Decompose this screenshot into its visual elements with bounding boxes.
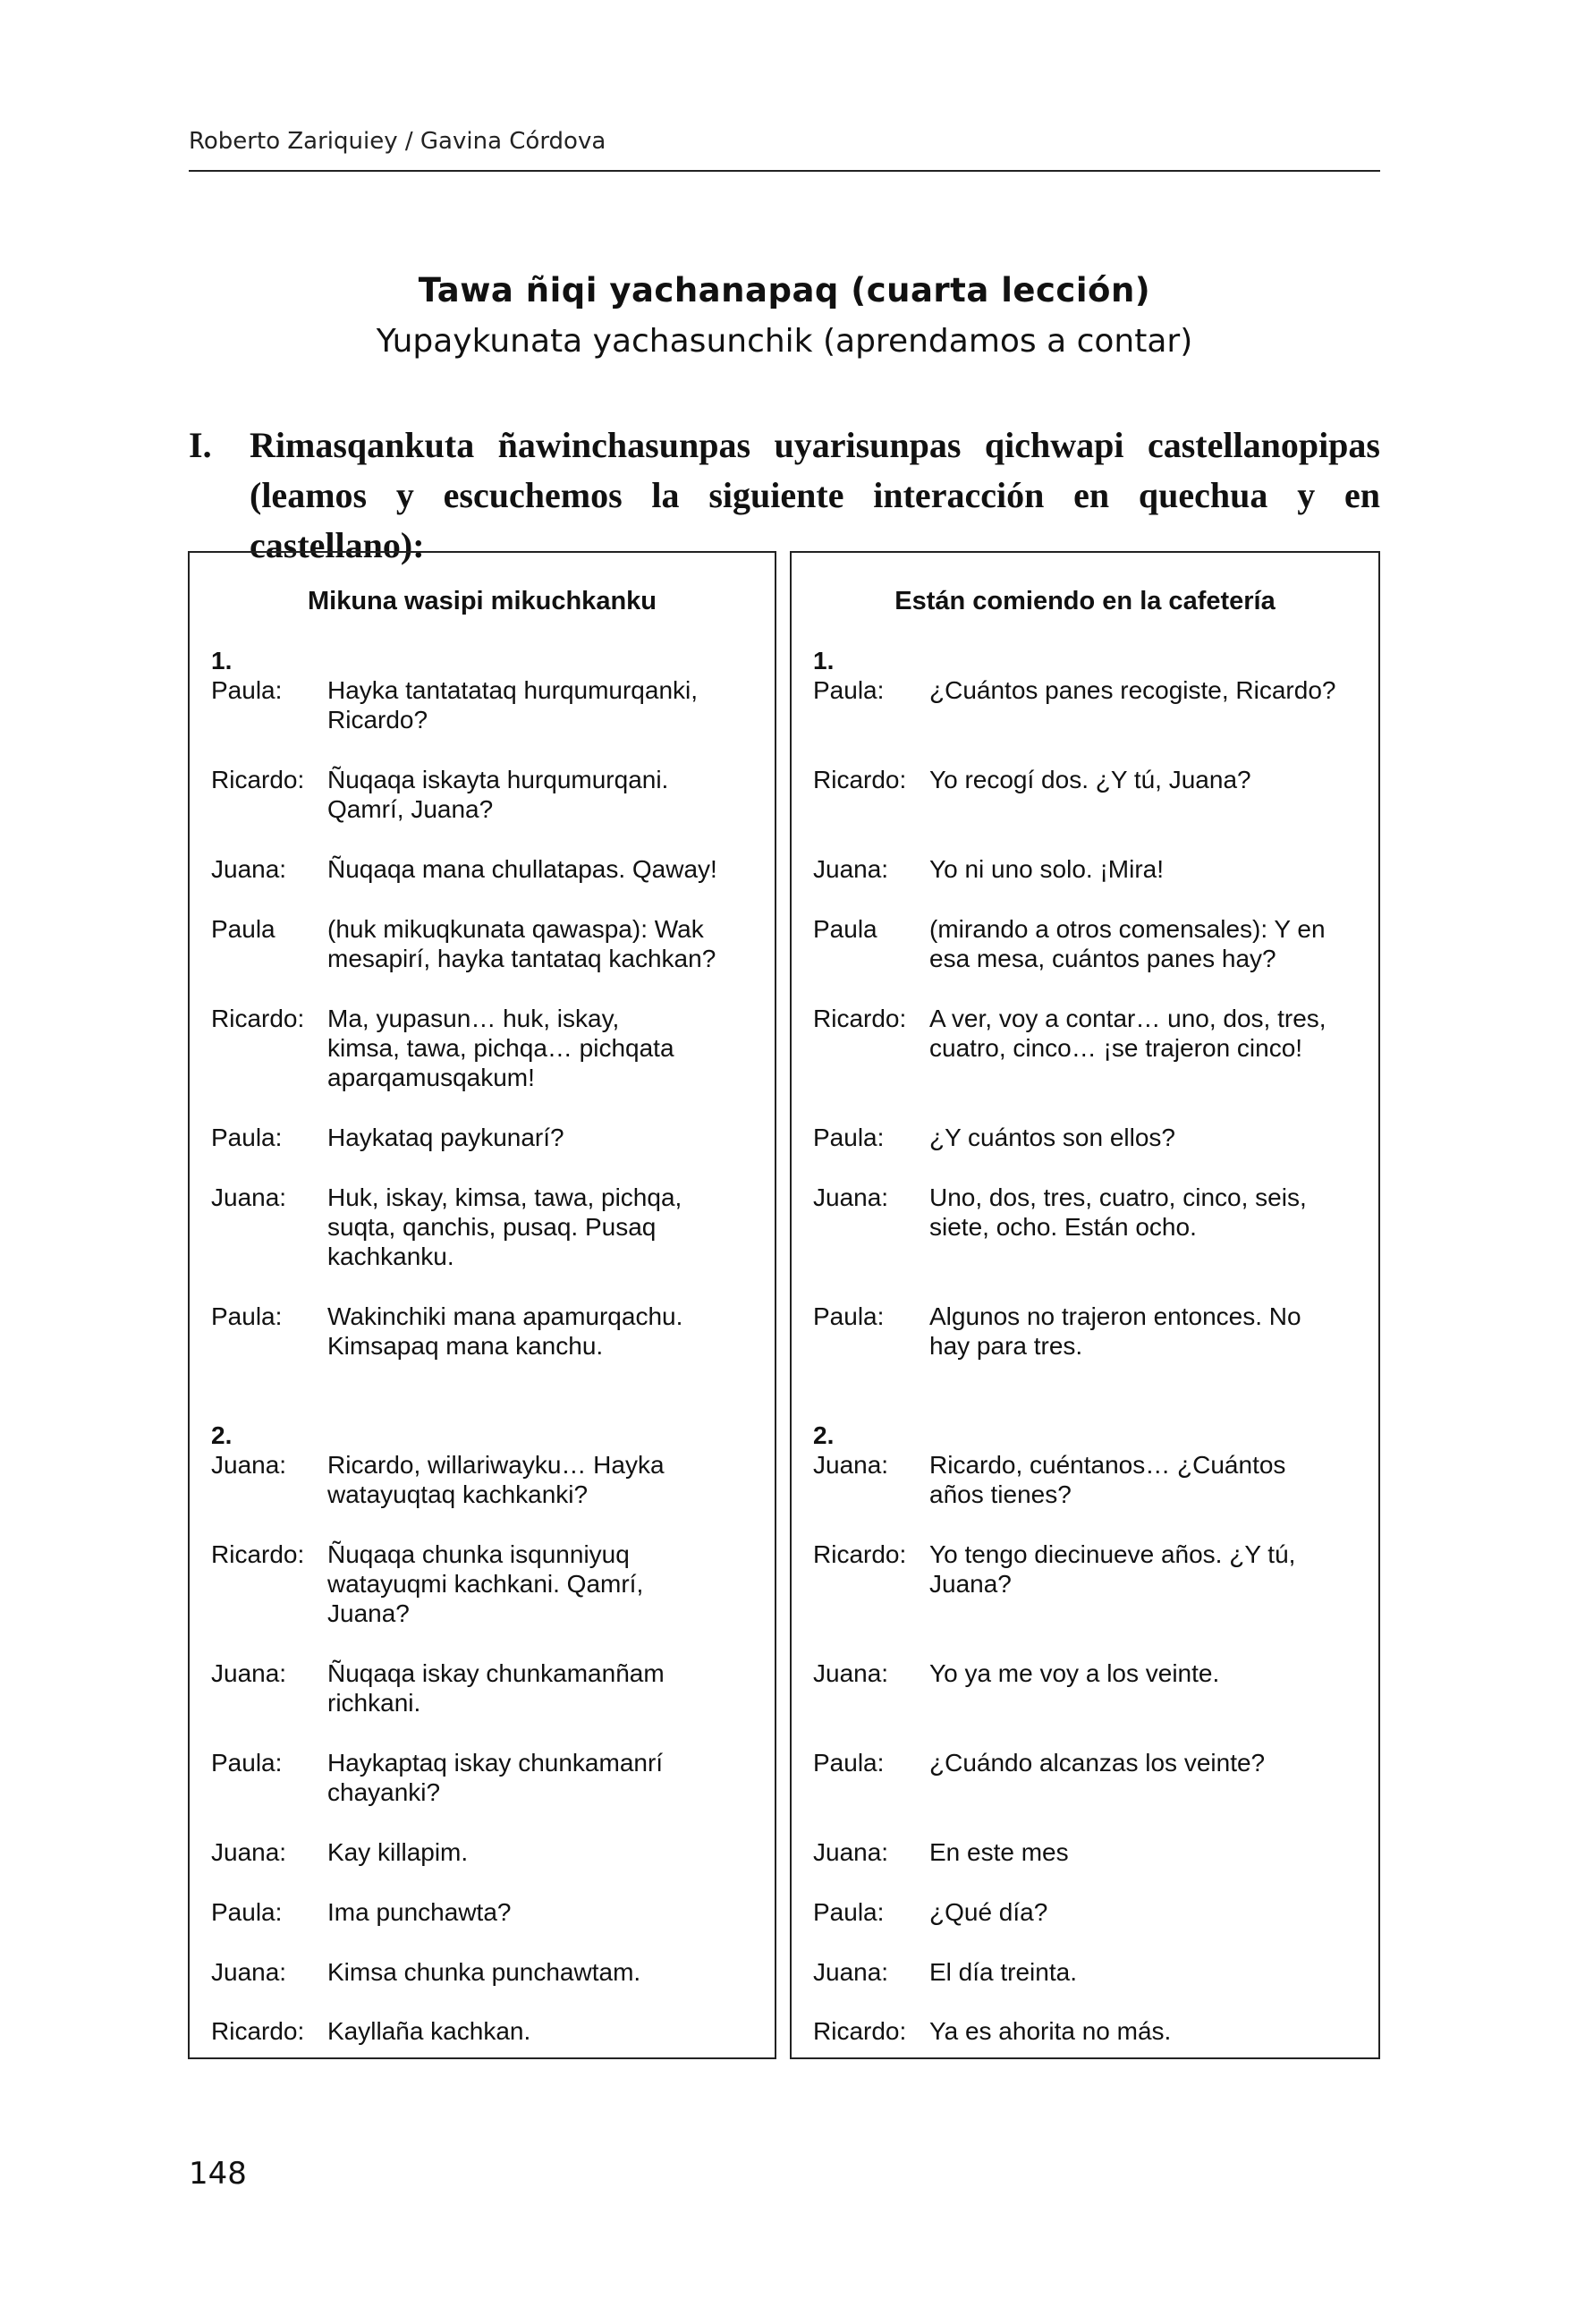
utterance: Yo tengo diecinueve años. ¿Y tú, Juana? — [929, 1540, 1296, 1598]
speaker-label: Paula: — [813, 1898, 885, 1926]
speaker-label: Juana: — [211, 1659, 287, 1687]
spanish-dialogue-panel — [790, 551, 1380, 2059]
quechua-dialogue-panel — [188, 551, 776, 2059]
section-text: Rimasqankuta ñawinchasunpas uyarisunpas qichwapi castellanopipas (leamos y escuchemos la siguiente interacción en quechua y en castellano): — [250, 425, 1380, 565]
running-head: Roberto Zariquiey / Gavina Córdova — [189, 128, 606, 155]
speaker-label: Ricardo: — [211, 2017, 305, 2045]
dialogue-number: 1. — [211, 647, 233, 674]
panel-title: Están comiendo en la cafetería — [894, 587, 1276, 615]
utterance: ¿Cuándo alcanzas los veinte? — [929, 1749, 1266, 1777]
utterance: El día treinta. — [929, 1958, 1077, 1986]
speaker-label: Ricardo: — [813, 2017, 907, 2045]
speaker-label: Paula: — [813, 1124, 885, 1151]
utterance: Ima punchawta? — [327, 1898, 512, 1926]
utterance: A ver, voy a contar… uno, dos, tres, cuatro, cinco… ¡se trajeron cinco! — [929, 1005, 1326, 1062]
utterance: Huk, iskay, kimsa, tawa, pichqa, suqta, qanchis, pusaq. Pusaq kachkanku. — [327, 1183, 682, 1270]
page-number: 148 — [189, 2156, 247, 2192]
speaker-label: Paula: — [211, 1124, 283, 1151]
dialogue-number: 2. — [211, 1421, 233, 1449]
speaker-label: Juana: — [211, 1958, 287, 1986]
speaker-label: Paula: — [211, 1302, 283, 1330]
speaker-label: Ricardo: — [211, 766, 305, 793]
speaker-label: Juana: — [211, 1451, 287, 1479]
utterance: Uno, dos, tres, cuatro, cinco, seis, siete, ocho. Están ocho. — [929, 1183, 1307, 1241]
utterance: ¿Qué día? — [929, 1898, 1048, 1926]
panel-title: Mikuna wasipi mikuchkanku — [308, 587, 657, 615]
utterance: Ñuqaqa chunka isqunniyuq watayuqmi kachkani. Qamrí, Juana? — [327, 1540, 644, 1627]
utterance: Kimsa chunka punchawtam. — [327, 1958, 641, 1986]
utterance: Ñuqaqa iskay chunkamanñam richkani. — [327, 1659, 665, 1717]
utterance: Yo ni uno solo. ¡Mira! — [929, 855, 1164, 883]
speaker-label: Paula — [211, 915, 275, 943]
utterance: Ricardo, cuéntanos… ¿Cuántos años tienes? — [929, 1451, 1286, 1508]
utterance: Kay killapim. — [327, 1838, 469, 1866]
speaker-label: Juana: — [813, 1451, 889, 1479]
section-number: I. — [189, 425, 212, 465]
utterance: Ricardo, willariwayku… Hayka watayuqtaq kachkanki? — [327, 1451, 665, 1508]
speaker-label: Ricardo: — [813, 766, 907, 793]
section-heading — [189, 420, 1380, 571]
speaker-label: Ricardo: — [211, 1005, 305, 1032]
utterance: Yo recogí dos. ¿Y tú, Juana? — [929, 766, 1251, 793]
utterance: Algunos no trajeron entonces. No hay para tres. — [929, 1302, 1301, 1360]
speaker-label: Ricardo: — [813, 1005, 907, 1032]
dialogue-number: 1. — [813, 647, 835, 674]
speaker-label: Juana: — [211, 855, 287, 883]
speaker-label: Paula: — [813, 676, 885, 704]
speaker-label: Juana: — [813, 855, 889, 883]
utterance: Ma, yupasun… huk, iskay, kimsa, tawa, pichqa… pichqata aparqamusqakum! — [327, 1005, 674, 1091]
dialogue-number: 2. — [813, 1421, 835, 1449]
speaker-label: Juana: — [813, 1659, 889, 1687]
utterance: Wakinchiki mana apamurqachu. Kimsapaq mana kanchu. — [327, 1302, 683, 1360]
speaker-label: Paula: — [211, 676, 283, 704]
utterance: ¿Y cuántos son ellos? — [929, 1124, 1175, 1151]
speaker-label: Juana: — [813, 1958, 889, 1986]
utterance: Haykataq paykunarí? — [327, 1124, 564, 1151]
utterance: (mirando a otros comensales): Y en esa mesa, cuántos panes hay? — [929, 915, 1326, 972]
speaker-label: Paula: — [813, 1749, 885, 1777]
header-rule — [189, 170, 1380, 172]
utterance: Kayllaña kachkan. — [327, 2017, 531, 2045]
speaker-label: Paula: — [211, 1749, 283, 1777]
speaker-label: Juana: — [813, 1183, 889, 1211]
utterance: Ñuqaqa iskayta hurqumurqani. Qamrí, Juana? — [327, 766, 669, 823]
speaker-label: Ricardo: — [813, 1540, 907, 1568]
utterance: En este mes — [929, 1838, 1069, 1866]
utterance: Yo ya me voy a los veinte. — [929, 1659, 1220, 1687]
speaker-label: Paula — [813, 915, 877, 943]
utterance: Haykaptaq iskay chunkamanrí chayanki? — [327, 1749, 664, 1806]
speaker-label: Ricardo: — [211, 1540, 305, 1568]
speaker-label: Paula: — [211, 1898, 283, 1926]
utterance: Ya es ahorita no más. — [929, 2017, 1172, 2045]
speaker-label: Juana: — [211, 1838, 287, 1866]
utterance: (huk mikuqkunata qawaspa): Wak mesapirí, hayka tantataq kachkan? — [327, 915, 716, 972]
utterance: ¿Cuántos panes recogiste, Ricardo? — [929, 676, 1336, 704]
utterance: Hayka tantatataq hurqumurqanki, Ricardo? — [327, 676, 699, 734]
speaker-label: Juana: — [813, 1838, 889, 1866]
lesson-subtitle: Yupaykunata yachasunchik (aprendamos a contar) — [376, 323, 1193, 360]
lesson-title: Tawa ñiqi yachanapaq (cuarta lección) — [418, 271, 1151, 310]
speaker-label: Juana: — [211, 1183, 287, 1211]
speaker-label: Paula: — [813, 1302, 885, 1330]
utterance: Ñuqaqa mana chullatapas. Qaway! — [327, 855, 717, 883]
